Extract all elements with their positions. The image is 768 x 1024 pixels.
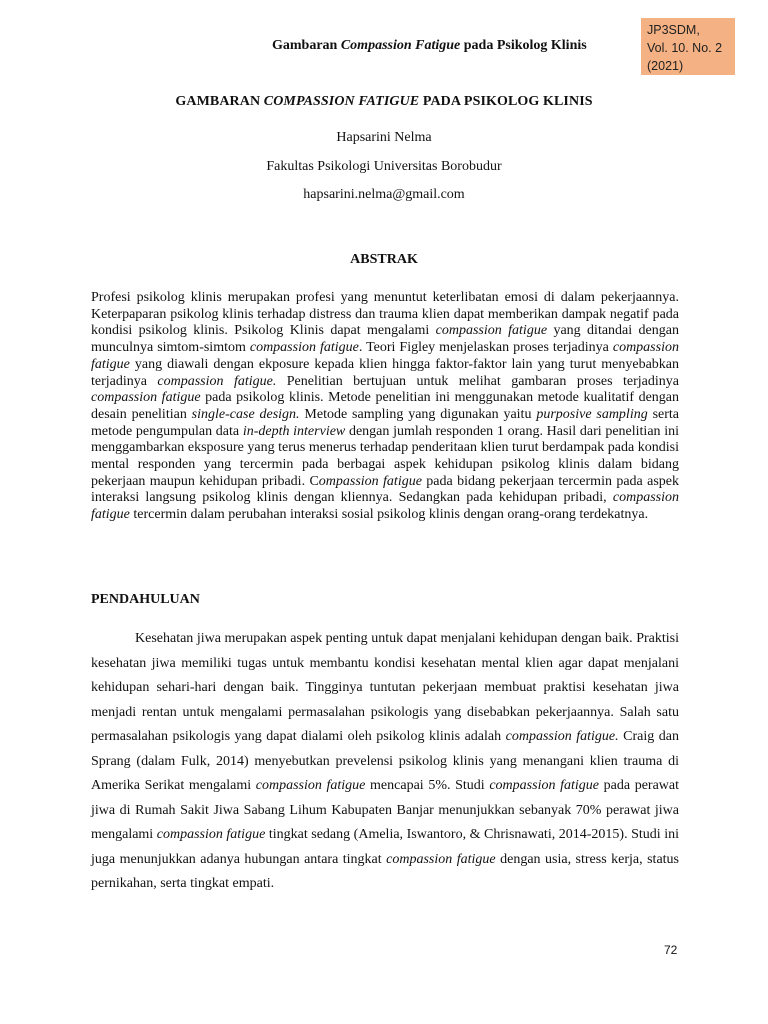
paper-title: GAMBARAN COMPASSION FATIGUE PADA PSIKOLOG KLINIS bbox=[175, 94, 593, 109]
journal-name: JP3SDM, bbox=[647, 23, 700, 37]
abstract-body: Profesi psikolog klinis merupakan profesi yang menuntut keterlibatan emosi di dalam pekerjaannya. Keterpaparan psikolog klinis terhadap distress dan trauma klien dapat memberikan dampak negatif pada kondisi psikolog klinis. Psikolog Klinis dapat mengalami compassion fatigue yang ditandai dengan munculnya simtom-simtom compassion fatigue. Teori Figley menjelaskan proses terjadinya compassion fatigue yang diawali dengan ekposure kepada klien hingga faktor-faktor lain yang turut menyebabkan terjadinya compassion fatigue. Penelitian bertujuan untuk melihat gambaran proses terjadinya compassion fatigue pada psikolog klinis. Metode penelitian ini menggunakan metode kualitatif dengan desain penelitian single-case design. Metode sampling yang digunakan yaitu purposive sampling serta metode pengumpulan data in-depth interview dengan jumlah responden 1 orang. Hasil dari penelitian ini menggambarkan eksposure yang terus menerus terhadap penderitaan klien turut berdampak pada kondisi mental responden yang tercermin pada berbagai aspek kehidupan psikolog klinis dalam bidang pekerjaan maupun kehidupan pribadi. Compassion fatigue pada bidang pekerjaan tercermin pada aspek interaksi langsung psikolog klinis dengan kliennya. Sedangkan pada kehidupan pribadi, compassion fatigue tercermin dalam perubahan interaksi sosial psikolog klinis dengan orang-orang terdekatnya. bbox=[91, 290, 679, 523]
introduction-body: Kesehatan jiwa merupakan aspek penting untuk dapat menjalani kehidupan dengan baik. Praktisi kesehatan jiwa memiliki tugas untuk membantu kondisi kesehatan mental klien agar dapat menjalani kehidupan sehari-hari dengan baik. Tingginya tuntutan pekerjaan membuat praktisi kesehatan jiwa menjadi rentan untuk mengalami permasalahan psikologis yang disebabkan pekerjaannya. Salah satu permasalahan psikologis yang dapat dialami oleh psikolog klinis adalah compassion fatigue. Craig dan Sprang (dalam Fulk, 2014) menyebutkan prevelensi psikolog klinis yang menangani klien trauma di Amerika Serikat mengalami compassion fatigue mencapai 5%. Studi compassion fatigue pada perawat jiwa di Rumah Sakit Jiwa Sabang Lihum Kabupaten Banjar menunjukkan sebanyak 70% perawat jiwa mengalami compassion fatigue tingkat sedang (Amelia, Iswantoro, & Chrisnawati, 2014-2015). Studi ini juga menunjukkan adanya hubungan antara tingkat compassion fatigue dengan usia, stress kerja, status pernikahan, serta tingkat empati. bbox=[91, 631, 680, 891]
author-email: hapsarini.nelma@gmail.com bbox=[303, 187, 465, 202]
running-header: Gambaran Compassion Fatigue pada Psikolog Klinis bbox=[272, 38, 587, 53]
section-heading-introduction: PENDAHULUAN bbox=[91, 592, 200, 607]
journal-year: (2021) bbox=[647, 59, 684, 73]
author-affiliation: Fakultas Psikologi Universitas Borobudur bbox=[266, 159, 502, 174]
journal-info-box bbox=[641, 18, 735, 75]
author-name: Hapsarini Nelma bbox=[336, 130, 432, 145]
abstract-heading: ABSTRAK bbox=[350, 252, 418, 267]
page-number: 72 bbox=[664, 943, 678, 957]
journal-volume: Vol. 10. No. 2 bbox=[647, 41, 723, 55]
